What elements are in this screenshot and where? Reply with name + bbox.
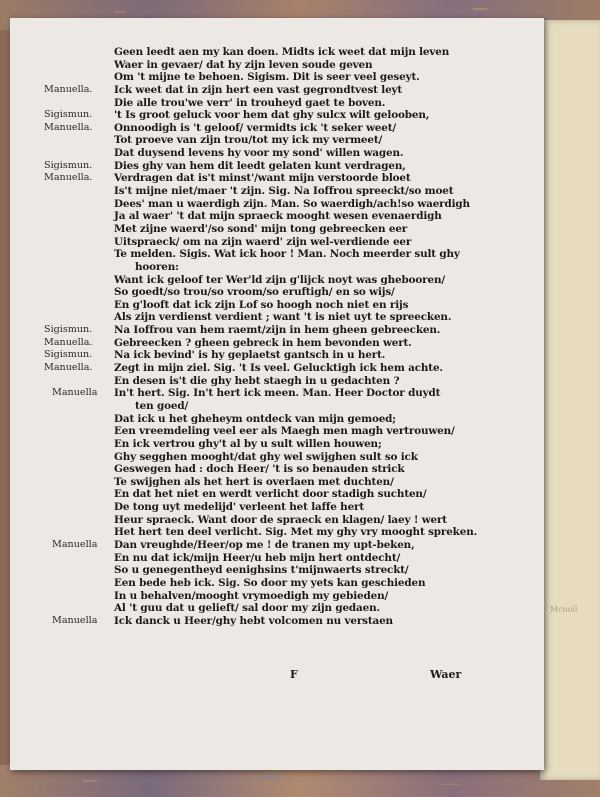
verse-line — [10, 514, 544, 527]
verse-text: Het hert ten deel verlicht. Sig. Met my ghy vry mooght spreken. — [114, 526, 478, 539]
verse-line — [10, 299, 544, 312]
verse-line — [10, 552, 544, 565]
speaker-label: Manuella. — [44, 121, 93, 133]
verse-line — [10, 97, 544, 110]
speaker-label: Manuella — [52, 614, 98, 626]
verse-text: En dat het niet en werdt verlicht door stadigh suchten/ — [114, 488, 427, 501]
verse-line — [10, 602, 544, 615]
verse-line — [10, 261, 544, 274]
verse-line — [10, 362, 544, 375]
verse-line — [10, 46, 544, 59]
verse-line — [10, 160, 544, 173]
verse-text: En desen is't die ghy hebt staegh in u gedachten ? — [114, 374, 400, 387]
verse-text: En ick vertrou ghy't al by u sult willen houwen; — [114, 437, 382, 450]
verse-line — [10, 337, 544, 350]
verse-line — [10, 59, 544, 72]
verse-text: Uitspraeck/ om na zijn waerd' zijn wel-verdiende eer — [114, 235, 412, 248]
verse-line — [10, 248, 544, 261]
verse-line — [10, 349, 544, 362]
speaker-label: Manuella. — [44, 83, 93, 95]
verse-text: Verdragen dat is't minst'/want mijn verstoorde bloet — [114, 172, 411, 185]
verse-line — [10, 463, 544, 476]
verse-text: Geswegen had : doch Heer/ 't is so benauden strick — [114, 463, 405, 476]
verse-line — [10, 488, 544, 501]
verse-text: In u behalven/mooght vrymoedigh my gebieden/ — [114, 589, 389, 602]
verse-line — [10, 198, 544, 211]
verse-text: Als zijn verdienst verdient ; want 't is niet uyt te spreecken. — [114, 311, 452, 324]
verse-line — [10, 400, 544, 413]
speaker-label: Sigismun. — [44, 349, 93, 361]
verse-text: Tot proeve van zijn trou/tot my ick my vermeet/ — [114, 134, 383, 147]
verse-line — [10, 71, 544, 84]
verse-text: Dat ick u het gheheym ontdeck van mijn gemoed; — [114, 412, 396, 425]
verse-line — [10, 387, 544, 400]
verse-line — [10, 286, 544, 299]
verse-text: Een bede heb ick. Sig. So door my yets kan geschieden — [114, 576, 426, 589]
speaker-label: Sigismun. — [44, 324, 93, 336]
verse-line — [10, 615, 544, 628]
signature-mark: F — [290, 668, 298, 681]
verse-text: Na ick bevind' is hy geplaetst gantsch in u hert. — [114, 349, 386, 362]
verse-text: Te melden. Sigis. Wat ick hoor ! Man. Noch meerder sult ghy — [114, 248, 460, 261]
text-block — [10, 46, 544, 627]
speaker-label: Manuella. — [44, 172, 93, 184]
catchword: Waer — [430, 668, 462, 681]
verse-text: Na Ioffrou van hem raemt/zijn in hem gheen gebreecken. — [114, 324, 441, 337]
verse-line — [10, 324, 544, 337]
verse-line — [10, 564, 544, 577]
speaker-label: Manuella. — [44, 336, 93, 348]
verse-line — [10, 539, 544, 552]
verse-text: En g'looft dat ick zijn Lof so hoogh noch niet en rijs — [114, 298, 409, 311]
verse-line — [10, 526, 544, 539]
verse-line — [10, 425, 544, 438]
verse-text: So goedt/so trou/so vroom/so eruftigh/ en so wijs/ — [114, 286, 395, 299]
verse-text: Want ick geloof ter Wer'ld zijn g'lijck noyt was ghebooren/ — [114, 273, 446, 286]
verse-line — [10, 413, 544, 426]
verse-text: Om 't mijne te behoen. Sigism. Dit is seer veel geseyt. — [114, 71, 420, 84]
verse-line — [10, 134, 544, 147]
verse-text: Dees' man u waerdigh zijn. Man. So waerdigh/ach!so waerdigh — [114, 197, 470, 210]
verse-line — [10, 210, 544, 223]
verse-text: Met zijne waerd'/so sond' mijn tong gebreecken eer — [114, 222, 408, 235]
verse-text: Zegt in mijn ziel. Sig. 't Is veel. Gelucktigh ick hem achte. — [114, 362, 443, 375]
verse-text: Geen leedt aen my kan doen. Midts ick weet dat mijn leven — [114, 46, 450, 58]
verse-line — [10, 109, 544, 122]
verse-line — [10, 84, 544, 97]
verse-text: Heur spraeck. Want door de spraeck en klagen/ laey ! wert — [114, 513, 447, 526]
verse-text: Dat duysend levens hy voor my sond' willen wagen. — [114, 147, 404, 160]
verse-line — [10, 501, 544, 514]
verse-text: De tong uyt medelijd' verleent het laffe hert — [114, 501, 364, 514]
verse-text: En nu dat ick/mijn Heer/u heb mijn hert ontdecht/ — [114, 551, 401, 564]
verse-text: So u genegentheyd eenighsins t'mijnwaerts streckt/ — [114, 564, 409, 577]
verse-line — [10, 438, 544, 451]
facing-page-bleed-text: Mcooll — [550, 605, 578, 614]
speaker-label: Sigismun. — [44, 109, 93, 121]
verse-line — [10, 451, 544, 464]
verse-text: Al 't guu dat u gelieft/ sal door my zijn gedaen. — [114, 602, 380, 615]
verse-line — [10, 577, 544, 590]
verse-text: Dies ghy van hem dit leedt gelaten kunt verdragen, — [114, 159, 406, 172]
verse-line — [10, 185, 544, 198]
book-page — [10, 18, 544, 770]
verse-text: Ghy segghen mooght/dat ghy wel swijghen sult so ick — [114, 450, 418, 463]
speaker-label: Manuella — [52, 387, 98, 399]
verse-text: Onnoodigh is 't geloof/ vermidts ick 't seker weet/ — [114, 121, 397, 134]
page-footer — [10, 668, 544, 684]
verse-text: Die alle trou'we verr' in trouheyd gaet te boven. — [114, 96, 386, 109]
verse-line — [10, 375, 544, 388]
speaker-label: Manuella. — [44, 362, 93, 374]
verse-text: Te swijghen als het hert is overlaen met duchten/ — [114, 475, 394, 488]
verse-line — [10, 236, 544, 249]
verse-text: Gebreecken ? gheen gebreck in hem bevonden wert. — [114, 336, 412, 349]
verse-line — [10, 476, 544, 489]
verse-text: 't Is groot geluck voor hem dat ghy sulcx wilt gelooben, — [114, 109, 430, 122]
verse-text: Dan vreughde/Heer/op me ! de tranen my upt-beken, — [114, 538, 415, 551]
verse-text: Is't mijne niet/maer 't zijn. Sig. Na Ioffrou spreeckt/so moet — [114, 185, 454, 198]
speaker-label: Sigismun. — [44, 159, 93, 171]
speaker-label: Manuella — [52, 538, 98, 550]
verse-line — [10, 172, 544, 185]
verse-line — [10, 274, 544, 287]
verse-line — [10, 311, 544, 324]
verse-text: Ick danck u Heer/ghy hebt volcomen nu verstaen — [114, 614, 393, 627]
verse-line — [10, 590, 544, 603]
verse-line — [10, 122, 544, 135]
verse-text: hooren: — [135, 260, 179, 273]
verse-text: Een vreemdeling veel eer als Maegh men magh vertrouwen/ — [114, 425, 455, 438]
verse-text: Ja al waer' 't dat mijn spraeck mooght wesen evenaerdigh — [114, 210, 442, 223]
facing-page-edge — [540, 20, 600, 780]
verse-text: ten goed/ — [135, 399, 189, 412]
verse-line — [10, 223, 544, 236]
verse-text: In't hert. Sig. In't hert ick meen. Man. Heer Doctor duydt — [114, 387, 441, 400]
verse-text: Waer in gevaer/ dat hy zijn leven soude geven — [114, 58, 373, 71]
verse-text: Ick weet dat in zijn hert een vast gegrondtvest leyt — [114, 83, 403, 96]
verse-line — [10, 147, 544, 160]
